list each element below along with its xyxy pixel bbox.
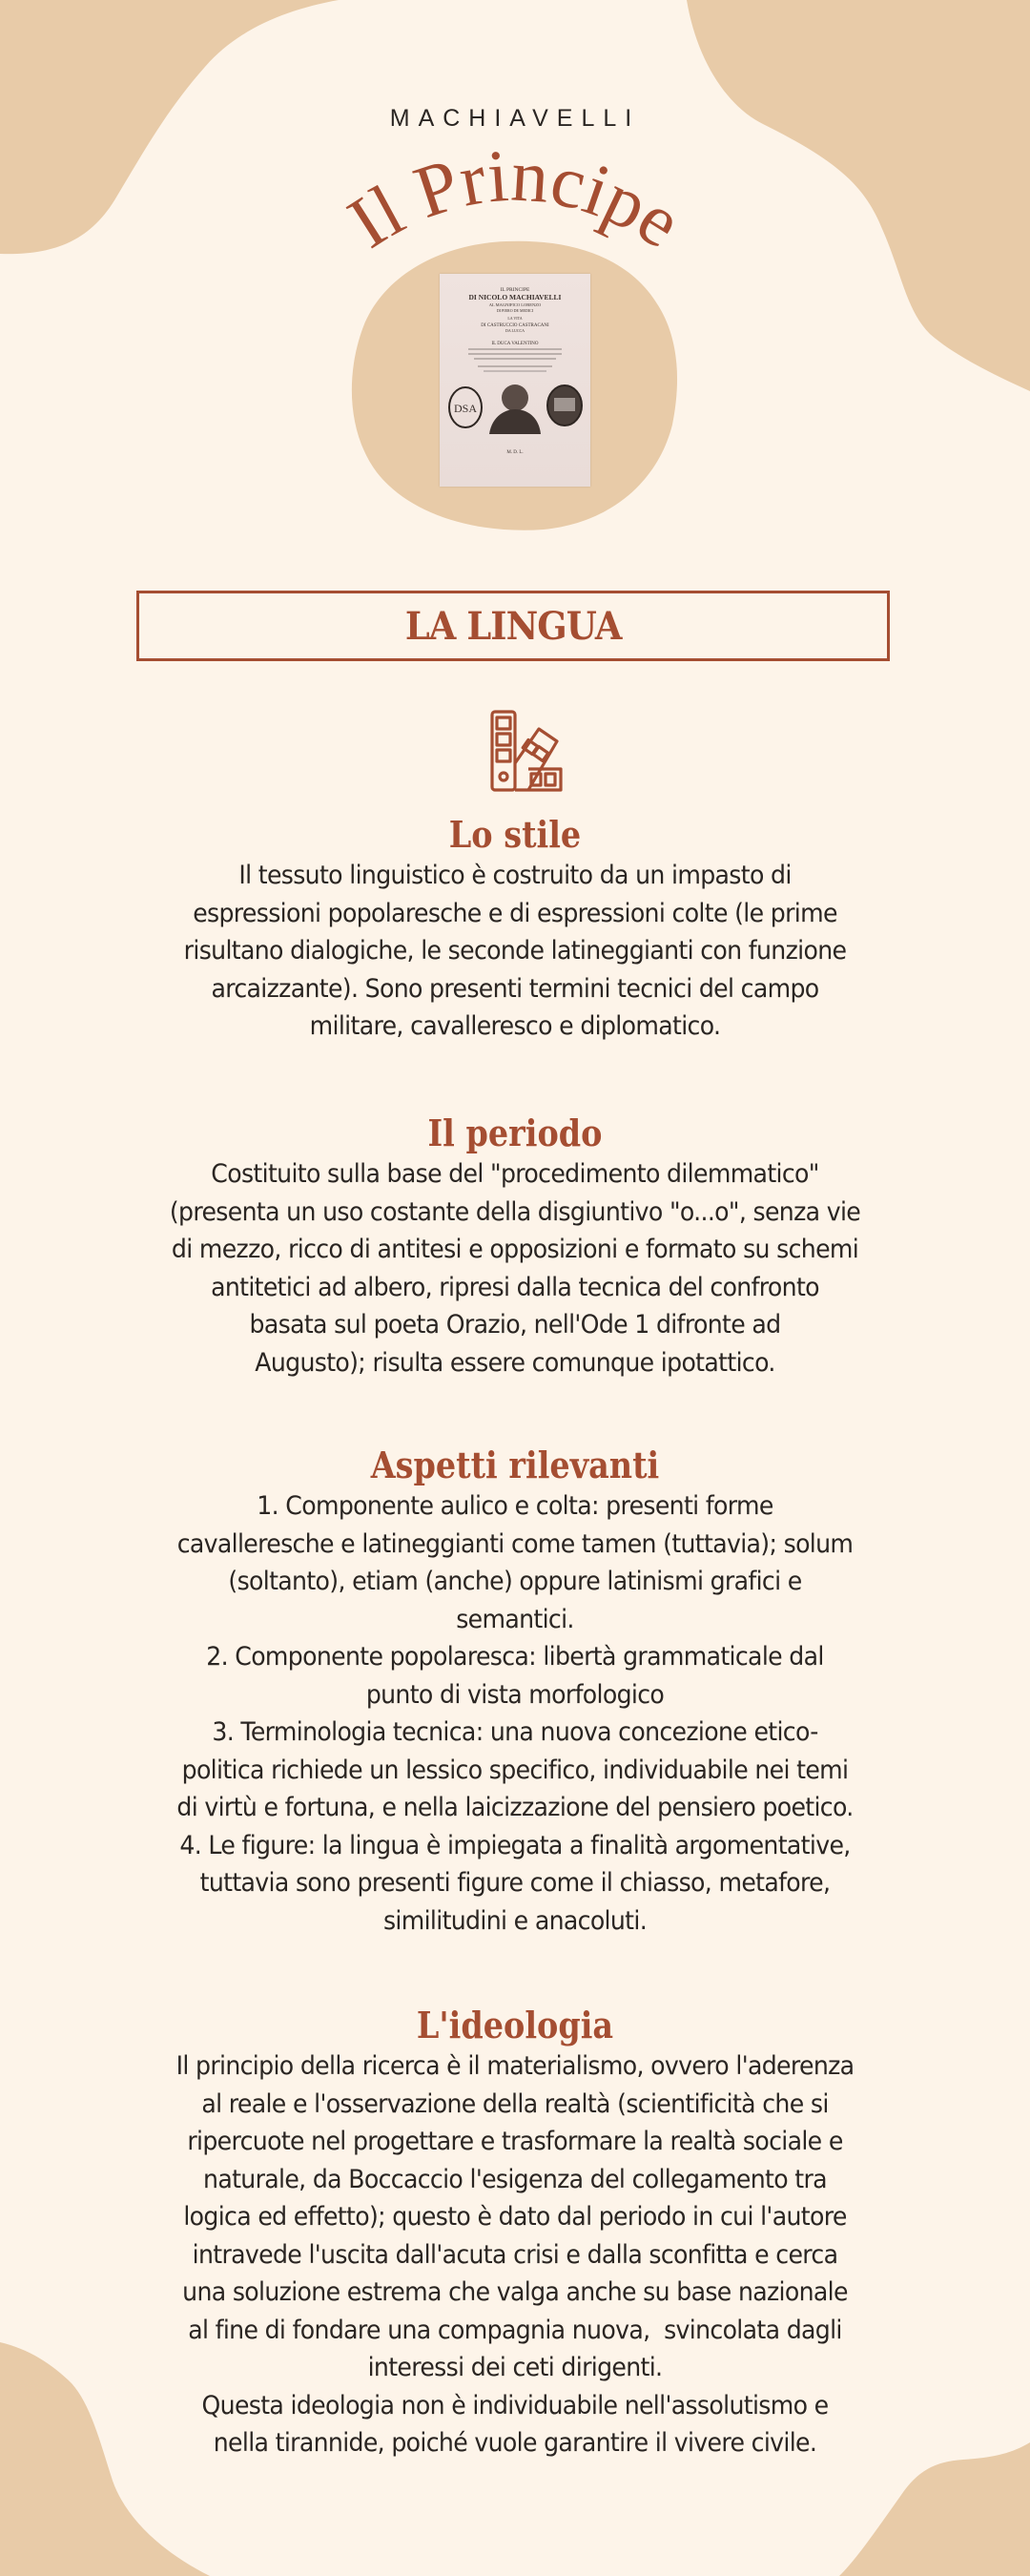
- list-item: 3. Terminologia tecnica: una nuova concezione etico-: [212, 1717, 818, 1747]
- section-periodo: [124, 1111, 906, 1381]
- section-stile: [124, 813, 906, 1046]
- text-line: logica ed effetto); questo è dato dal periodo in cui l'autore: [183, 2202, 847, 2232]
- text-line: risultano dialogiche, le seconde latineggianti con funzione: [183, 936, 847, 966]
- blob-bottom-right: [839, 2442, 1030, 2576]
- svg-text:DI PIERO DE MEDICI: DI PIERO DE MEDICI: [496, 308, 534, 313]
- text-line: al fine di fondare una compagnia nuova, svincolata dagli: [188, 2315, 842, 2345]
- svg-text:IL DUCA VALENTINO: IL DUCA VALENTINO: [491, 342, 539, 346]
- text-line: politica richiede un lessico specifico, individuabile nei temi: [181, 1755, 849, 1785]
- text-line: naturale, da Boccaccio l'esigenza del collegamento tra: [203, 2164, 827, 2194]
- text-line: di virtù e fortuna, e nella laicizzazione del pensiero poetico.: [176, 1793, 854, 1822]
- svg-text:IL PRINCIPE: IL PRINCIPE: [500, 287, 530, 293]
- text-line: arcaizzante). Sono presenti termini tecnici del campo: [211, 973, 819, 1004]
- list-item: 2. Componente popolaresca: libertà grammaticale dal: [206, 1642, 824, 1672]
- text-line: espressioni popolaresche e di espressioni colte (le prime: [193, 898, 837, 928]
- section-body: [144, 1487, 887, 1940]
- text-line: Il principio della ricerca è il materialismo, ovvero l'aderenza: [175, 2051, 855, 2081]
- text-line: di mezzo, ricco di antitesi e opposizioni e formato su schemi: [171, 1235, 859, 1264]
- title-arc: [286, 143, 744, 296]
- text-line: (presenta un uso costante della disgiuntivo "o...o", senza vie: [169, 1196, 861, 1227]
- section-body: [144, 1155, 887, 1381]
- svg-text:AL MAGNIFICO LORENZO: AL MAGNIFICO LORENZO: [488, 302, 542, 307]
- text-line: intravede l'uscita dall'acuta crisi e dalla sconfitta e cerca: [192, 2239, 838, 2270]
- text-line: interessi dei ceti dirigenti.: [367, 2353, 663, 2382]
- text-line: nella tirannide, poiché vuole garantire il vivere civile.: [213, 2428, 817, 2458]
- section-title: LA LINGUA: [404, 603, 622, 649]
- section-body: [134, 2047, 896, 2462]
- section-title-box: [136, 591, 890, 661]
- section-heading: Il periodo: [427, 1111, 603, 1154]
- section-heading: L'ideologia: [416, 2004, 614, 2046]
- section-heading: Aspetti rilevanti: [370, 1444, 660, 1486]
- section-heading: Lo stile: [448, 813, 582, 856]
- text-line: cavalleresche e latineggianti come tamen (tuttavia); solum: [176, 1528, 854, 1559]
- color-palette-swatch-icon: [486, 708, 565, 796]
- page-title: Il Principe: [334, 143, 696, 264]
- svg-text:DI NICOLO MACHIAVELLI: DI NICOLO MACHIAVELLI: [468, 293, 562, 301]
- text-line: militare, cavalleresco e diplomatico.: [309, 1011, 721, 1041]
- text-line: tuttavia sono presenti figure come il chiasso, metafore,: [199, 1868, 831, 1898]
- section-aspetti: [124, 1444, 906, 1940]
- text-line: Costituito sulla base del "procedimento dilemmatico": [211, 1159, 819, 1189]
- text-line: Augusto); risulta essere comunque ipotattico.: [255, 1347, 775, 1378]
- text-line: una soluzione estrema che valga anche su base nazionale: [182, 2277, 848, 2307]
- text-line: similitudini e anacoluti.: [382, 1905, 648, 1936]
- book-cover-image: [440, 274, 590, 487]
- section-body: [144, 857, 887, 1046]
- section-ideologia: [114, 2004, 916, 2462]
- text-line: (soltanto), etiam (anche) oppure latinismi grafici e: [228, 1567, 802, 1596]
- text-line: semantici.: [456, 1604, 574, 1634]
- text-line: punto di vista morfologico: [365, 1679, 665, 1710]
- list-item: 4. Le figure: la lingua è impiegata a finalità argomentative,: [179, 1830, 851, 1860]
- svg-text:M. D. L.: M. D. L.: [506, 450, 524, 455]
- svg-text:DA LUCCA: DA LUCCA: [505, 328, 525, 333]
- svg-text:DSA: DSA: [453, 402, 478, 415]
- text-line: Il tessuto linguistico è costruito da un impasto di: [238, 861, 792, 890]
- text-line: al reale e l'osservazione della realtà (scientificità che si: [201, 2088, 829, 2119]
- svg-text:Il Principe: [334, 143, 695, 263]
- text-line: ripercuote nel progettare e trasformare la realtà sociale e: [187, 2127, 843, 2156]
- text-line: basata sul poeta Orazio, nell'Ode 1 difronte ad: [249, 1310, 781, 1340]
- svg-text:LA VITA: LA VITA: [507, 316, 523, 321]
- svg-text:DI CASTRUCCIO CASTRACANI: DI CASTRUCCIO CASTRACANI: [481, 323, 549, 328]
- list-item: 1. Componente aulico e colta: presenti forme: [257, 1491, 773, 1521]
- text-line: antitetici ad albero, ripresi dalla tecnica del confronto: [211, 1272, 819, 1302]
- text-line: Questa ideologia non è individuabile nell'assolutismo e: [201, 2390, 829, 2420]
- author-label: MACHIAVELLI: [389, 105, 641, 132]
